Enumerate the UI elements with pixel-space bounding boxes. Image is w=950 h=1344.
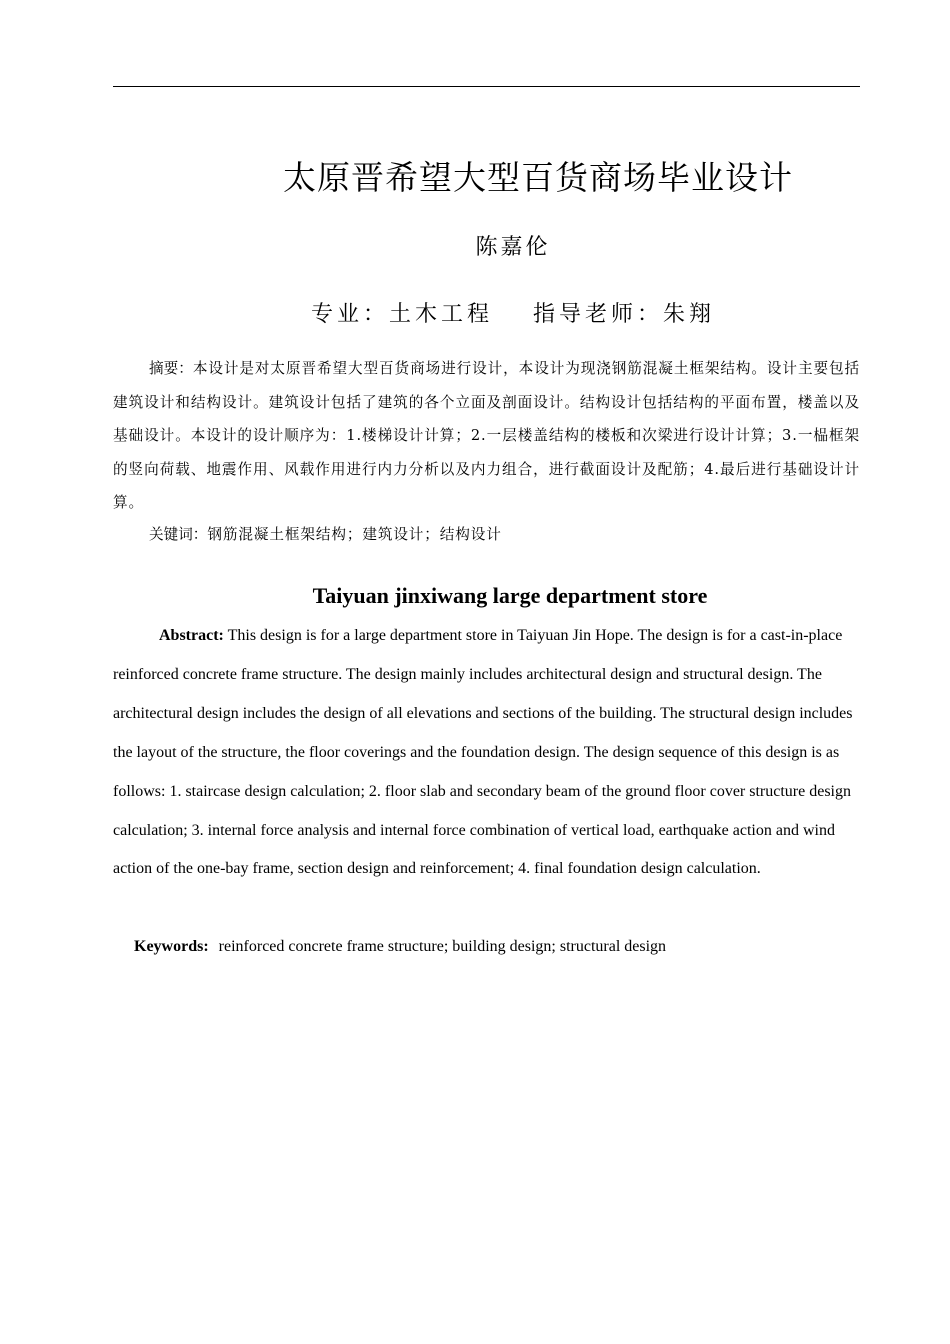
header-rule xyxy=(113,86,860,87)
chinese-title: 太原晋希望大型百货商场毕业设计 xyxy=(283,158,793,197)
chinese-keywords-label: 关键词： xyxy=(149,526,208,543)
english-title: Taiyuan jinxiwang large department store xyxy=(312,583,708,608)
english-keywords-text: reinforced concrete frame structure; building design; structural design xyxy=(218,938,667,955)
advisor-value: 朱翔 xyxy=(663,302,716,327)
english-abstract-label: Abstract: xyxy=(159,627,224,644)
chinese-keywords xyxy=(113,518,860,552)
english-keywords xyxy=(113,928,860,967)
english-abstract-text: This design is for a large department store in Taiyuan Jin Hope. The design is for a cast-in-place reinforced concrete frame structure. The design mainly includes architectural design and structural design. The architectural design includes the design of all elevations and sections of the building. The structural design includes the layout of the structure, the floor coverings and the foundation design. The design sequence of this design is as follows: 1. staircase design calculation; 2. floor slab and secondary beam of the ground floor cover structure design calculation; 3. internal force analysis and internal force combination of vertical load, earthquake action and wind action of the one-bay frame, section design and reinforcement; 4. final foundation design calculation. xyxy=(113,627,853,878)
major-value: 土木工程 xyxy=(388,302,493,327)
major-advisor-line xyxy=(113,300,913,330)
author-name: 陈嘉伦 xyxy=(475,235,551,260)
advisor-label: 指导老师： xyxy=(533,302,664,327)
major-label: 专业： xyxy=(310,302,389,327)
chinese-keywords-text: 钢筋混凝土框架结构；建筑设计；结构设计 xyxy=(207,526,502,543)
english-keywords-label: Keywords: xyxy=(134,938,209,955)
chinese-abstract-label: 摘要： xyxy=(149,360,193,377)
english-abstract xyxy=(113,617,860,889)
chinese-abstract xyxy=(113,352,860,520)
chinese-abstract-text: 本设计是对太原晋希望大型百货商场进行设计，本设计为现浇钢筋混凝土框架结构。设计主要包括建筑设计和结构设计。建筑设计包括了建筑的各个立面及剖面设计。结构设计包括结构的平面布置，楼盖以及基础设计。本设计的设计顺序为：1.楼梯设计计算；2.一层楼盖结构的楼板和次梁进行设计计算；3.一榀框架的竖向荷载、地震作用、风载作用进行内力分析以及内力组合，进行截面设计及配筋；4.最后进行基础设计计算。 xyxy=(113,360,860,511)
